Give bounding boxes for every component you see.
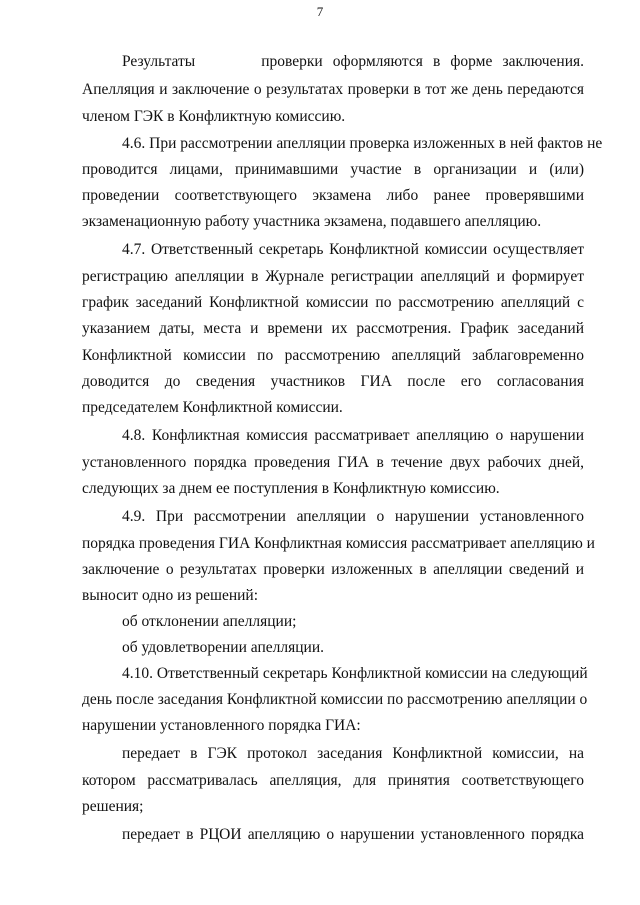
page-number: 7 <box>316 4 324 19</box>
paragraph-line: 4.6. При рассмотрении апелляции проверка изложенных в ней фактов не <box>122 135 603 152</box>
paragraph-line: председателем Конфликтной комиссии. <box>82 399 343 416</box>
paragraph-line: Апелляция и заключение о результатах проверки в тот же день передаются <box>82 81 584 98</box>
paragraph-line <box>122 52 584 72</box>
paragraph-line: установленного порядка проведения ГИА в течение двух рабочих дней, <box>82 454 584 471</box>
paragraph-line: доводится до сведения участников ГИА после его согласования <box>82 373 584 390</box>
paragraph-line: членом ГЭК в Конфликтную комиссию. <box>82 108 346 125</box>
paragraph-line: передает в РЦОИ апелляцию о нарушении установленного порядка <box>122 826 584 843</box>
paragraph-line: решения; <box>82 798 144 815</box>
list-item: об удовлетворении апелляции. <box>122 639 324 656</box>
paragraph-line: день после заседания Конфликтной комиссии по рассмотрению апелляции о <box>82 691 588 708</box>
paragraph-line: нарушении установленного порядка ГИА: <box>82 717 361 734</box>
paragraph-line: график заседаний Конфликтной комиссии по рассмотрению апелляций с <box>82 294 584 311</box>
paragraph-line: 4.10. Ответственный секретарь Конфликтной комиссии на следующий <box>122 665 588 682</box>
paragraph-line: следующих за днем ее поступления в Конфликтную комиссию. <box>82 480 500 497</box>
paragraph-line: проводится лицами, принимавшими участие в организации и (или) <box>82 161 584 178</box>
line-segment: Результаты <box>122 53 196 70</box>
paragraph-line: заключение о результатах проверки изложенных в апелляции сведений и <box>82 561 584 578</box>
list-item: об отклонении апелляции; <box>122 613 297 630</box>
paragraph-line: 4.7. Ответственный секретарь Конфликтной комиссии осуществляет <box>122 241 584 258</box>
paragraph-line: 4.9. При рассмотрении апелляции о нарушении установленного <box>122 508 584 525</box>
paragraph-line: Конфликтной комиссии по рассмотрению апелляций заблаговременно <box>82 347 584 364</box>
paragraph-line: выносит одно из решений: <box>82 587 259 604</box>
paragraph-line: проведении соответствующего экзамена либо ранее проверявшими <box>82 187 584 204</box>
paragraph-line: указанием даты, места и времени их рассмотрения. График заседаний <box>82 320 584 337</box>
paragraph-line: передает в ГЭК протокол заседания Конфликтной комиссии, на <box>122 745 584 762</box>
paragraph-line: 4.8. Конфликтная комиссия рассматривает апелляцию о нарушении <box>122 427 584 444</box>
paragraph-line: экзаменационную работу участника экзамена, подавшего апелляцию. <box>82 213 542 230</box>
paragraph-line: регистрацию апелляции в Журнале регистрации апелляций и формирует <box>82 268 584 285</box>
line-segment: проверки оформляются в форме заключения. <box>261 53 584 70</box>
paragraph-line: котором рассматривалась апелляция, для принятия соответствующего <box>82 772 584 789</box>
paragraph-line: порядка проведения ГИА Конфликтная комиссия рассматривает апелляцию и <box>82 535 595 552</box>
